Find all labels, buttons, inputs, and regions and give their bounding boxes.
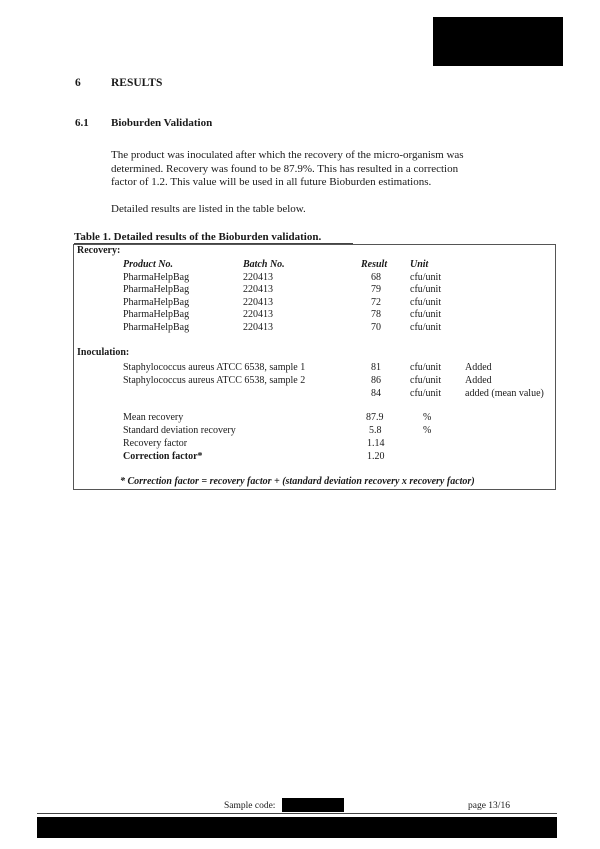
recovery-unit: cfu/unit — [410, 272, 442, 283]
recovery-batch: 220413 — [243, 309, 273, 320]
subsection-title: Bioburden Validation — [111, 117, 213, 129]
recovery-product: PharmaHelpBag — [123, 272, 190, 283]
inoculation-note: Added — [465, 362, 492, 373]
footer-rule — [37, 813, 557, 814]
inoculation-name: Staphylococcus aureus ATCC 6538, sample 1 — [123, 362, 306, 373]
page-number: page 13/16 — [468, 801, 510, 811]
recovery-unit: cfu/unit — [410, 322, 442, 333]
inoculation-name: Staphylococcus aureus ATCC 6538, sample 2 — [123, 375, 306, 386]
recovery-unit: cfu/unit — [410, 284, 442, 295]
summary-value: 87.9 — [366, 412, 384, 423]
inoculation-label: Inoculation: — [77, 347, 130, 358]
section-title: RESULTS — [111, 77, 163, 89]
paragraph-line: determined. Recovery was found to be 87.9%. This has resulted in a correction — [111, 162, 459, 175]
header-result: Result — [361, 259, 388, 270]
recovery-batch: 220413 — [243, 322, 273, 333]
table-footnote: * Correction factor = recovery factor + (standard deviation recovery x recovery factor) — [120, 476, 475, 487]
subsection-number: 6.1 — [75, 117, 89, 129]
header-redaction — [433, 17, 563, 66]
recovery-result: 78 — [371, 309, 381, 320]
results-paragraph — [111, 149, 531, 190]
inoculation-note: Added — [465, 375, 492, 386]
header-product: Product No. — [123, 259, 173, 270]
summary-unit: % — [423, 412, 432, 423]
summary-label: Standard deviation recovery — [123, 425, 236, 436]
header-unit: Unit — [410, 259, 429, 270]
paragraph-line: factor of 1.2. This value will be used in all future Bioburden estimations. — [111, 176, 432, 188]
inoculation-note: added (mean value) — [465, 388, 544, 399]
recovery-result: 79 — [371, 284, 381, 295]
summary-value: 1.14 — [367, 438, 385, 449]
recovery-product: PharmaHelpBag — [123, 309, 190, 320]
recovery-label: Recovery: — [77, 245, 121, 256]
inoculation-unit: cfu/unit — [410, 388, 442, 399]
sample-code-label: Sample code: — [224, 801, 276, 811]
inoculation-result: 84 — [371, 388, 381, 399]
sample-code-redaction — [282, 798, 344, 812]
footer-redaction — [37, 817, 557, 838]
recovery-batch: 220413 — [243, 297, 273, 308]
recovery-product: PharmaHelpBag — [123, 322, 190, 333]
summary-value: 5.8 — [369, 425, 382, 436]
recovery-unit: cfu/unit — [410, 297, 442, 308]
summary-label: Mean recovery — [123, 412, 184, 423]
summary-value: 1.20 — [367, 451, 385, 462]
recovery-result: 68 — [371, 272, 381, 283]
recovery-product: PharmaHelpBag — [123, 284, 190, 295]
recovery-batch: 220413 — [243, 284, 273, 295]
detail-line: Detailed results are listed in the table below. — [111, 203, 306, 215]
recovery-result: 70 — [371, 322, 381, 333]
table-caption: Table 1. Detailed results of the Bioburden validation. — [74, 231, 322, 243]
section-number: 6 — [75, 77, 81, 89]
recovery-batch: 220413 — [243, 272, 273, 283]
header-batch: Batch No. — [243, 259, 285, 270]
summary-label: Recovery factor — [123, 438, 188, 449]
recovery-unit: cfu/unit — [410, 309, 442, 320]
inoculation-unit: cfu/unit — [410, 362, 442, 373]
recovery-result: 72 — [371, 297, 381, 308]
paragraph-line: The product was inoculated after which the recovery of the micro-organism was — [111, 149, 464, 161]
recovery-product: PharmaHelpBag — [123, 297, 190, 308]
inoculation-result: 81 — [371, 362, 381, 373]
summary-label: Correction factor* — [123, 451, 203, 462]
inoculation-result: 86 — [371, 375, 381, 386]
inoculation-unit: cfu/unit — [410, 375, 442, 386]
summary-unit: % — [423, 425, 432, 436]
